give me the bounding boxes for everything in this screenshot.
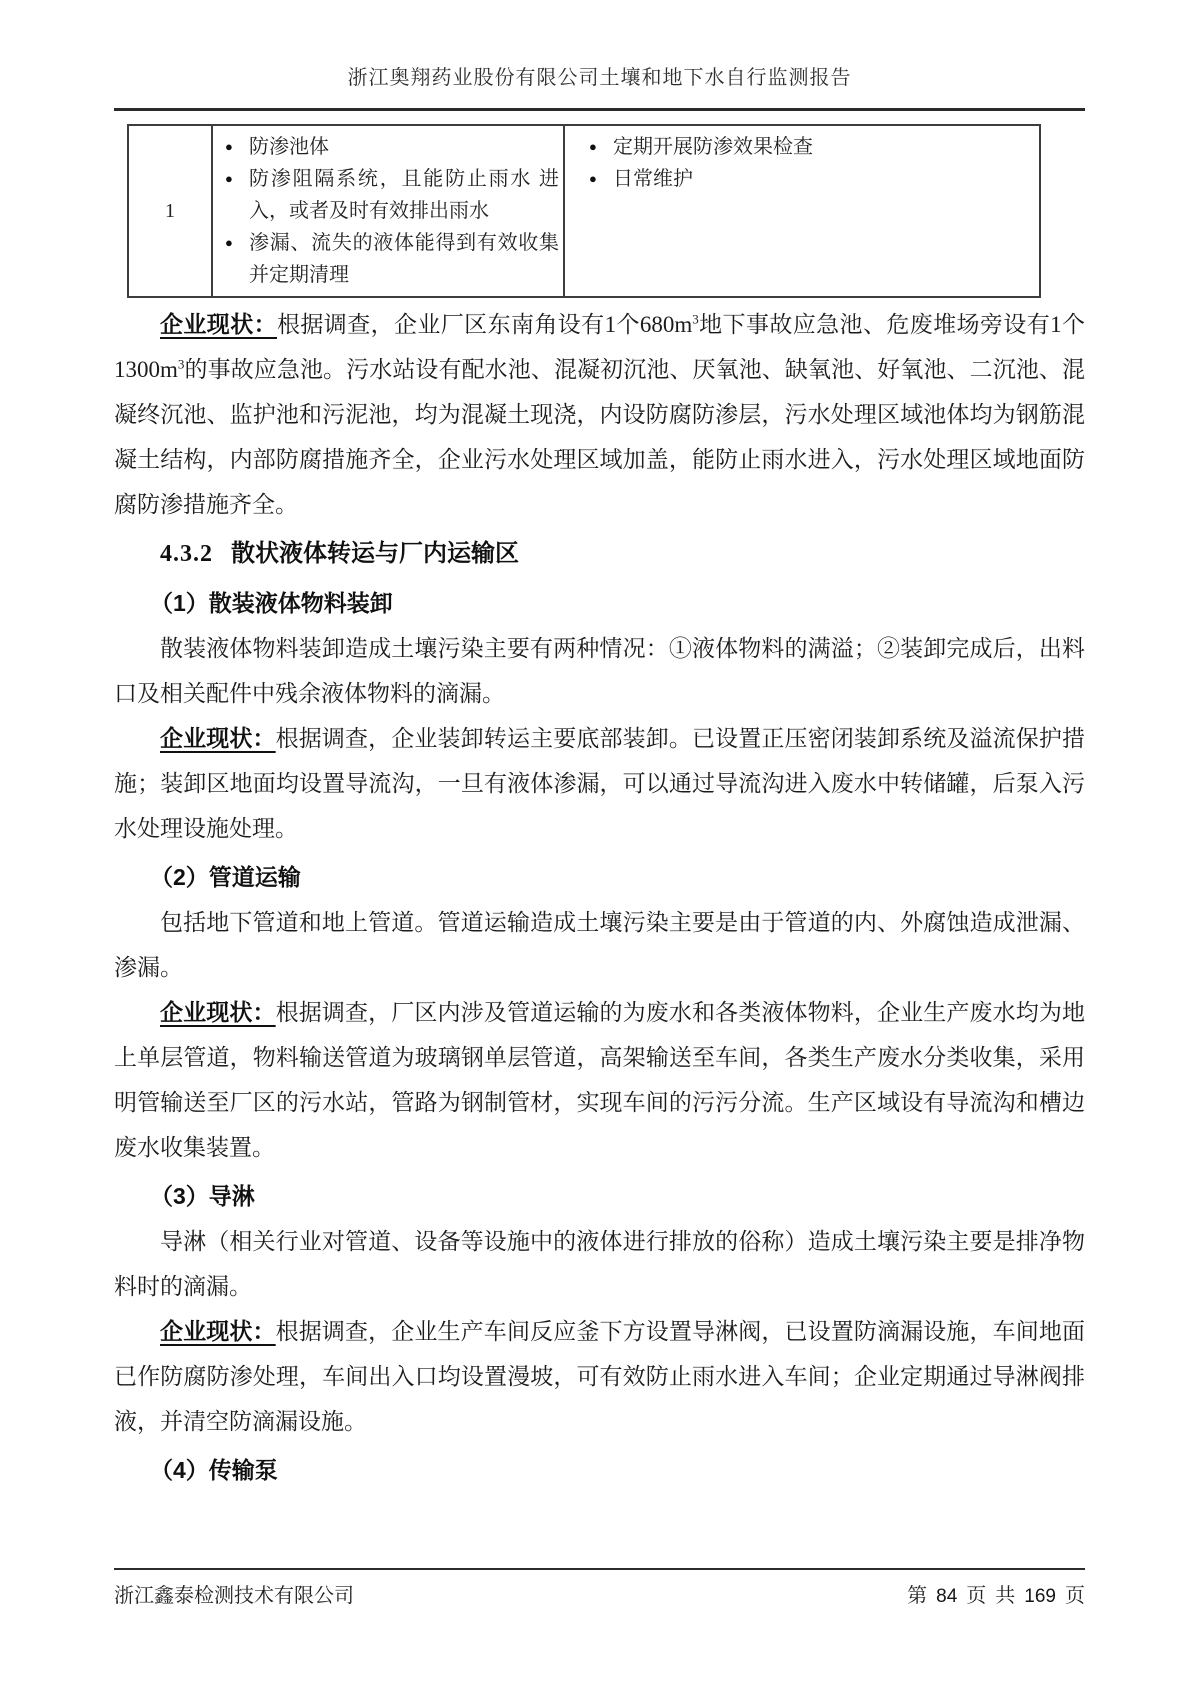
paragraph-text: 的事故应急池。污水站设有配水池、混凝初沉池、厌氧池、缺氧池、好氧池、二沉池、混凝终沉池、监护池和污泥池，均为混凝土现浇，内设防腐防渗层，污水处理区域池体均为钢筋混凝土结构，内部防腐措施齐全，企业污水处理区域加盖，能防止雨水进入，污水处理区域地面防腐防渗措施齐全。: [114, 357, 1085, 517]
list-item-text: 渗漏、流失的液体能得到有效收集并定期清理: [249, 232, 559, 286]
status-label: 企业现状：: [160, 999, 276, 1025]
paragraph-loading-unloading: 散装液体物料装卸造成土壤污染主要有两种情况：①液体物料的满溢；②装卸完成后，出料口及相关配件中残余液体物料的滴漏。: [114, 636, 1085, 706]
bullet-icon: ●: [589, 139, 597, 154]
heading-number: 4.3.2: [160, 541, 213, 567]
bullet-icon: ●: [589, 171, 597, 186]
list-item: [215, 227, 561, 291]
page-label: 第: [907, 1585, 928, 1607]
page-label: 共: [995, 1585, 1016, 1607]
paragraph-enterprise-status-2: [114, 716, 1085, 851]
list-item-text: 防渗阻隔系统，且能防止雨水 进入，或者及时有效排出雨水: [249, 168, 559, 222]
paragraph-enterprise-status-4: [114, 1309, 1085, 1444]
list-item-text: 定期开展防渗效果检查: [613, 136, 813, 158]
footer-page-info: [907, 1579, 1085, 1608]
list-item: [215, 131, 561, 163]
superscript: 3: [692, 311, 699, 327]
list-item: [579, 163, 1037, 195]
list-item-text: 日常维护: [613, 168, 693, 190]
page-total: 169: [1024, 1586, 1056, 1607]
subheading-4: （4）传输泵: [150, 1457, 278, 1483]
row-index-cell: 1: [128, 125, 212, 297]
heading-title: 散状液体转运与厂内运输区: [231, 540, 519, 567]
bullet-icon: ●: [225, 171, 233, 186]
document-body: [114, 302, 1085, 1493]
subheading-1: （1）散装液体物料装卸: [150, 590, 393, 616]
paragraph-text: 地下事故应急池、危废堆场旁设有1个1300m: [114, 312, 1086, 382]
paragraph-text: 根据调查，企业装卸转运主要底部装卸。已设置正压密闭装卸系统及溢流保护措施；装卸区地面均设置导流沟，一旦有液体渗漏，可以通过导流沟进入废水中转储罐，后泵入污水处理设施处理。: [114, 726, 1086, 841]
footer-company: 浙江鑫泰检测技术有限公司: [114, 1585, 354, 1607]
paragraph-enterprise-status-1: [114, 302, 1085, 527]
bullet-icon: ●: [225, 139, 233, 154]
paragraph-drain: 导淋（相关行业对管道、设备等设施中的液体进行排放的俗称）造成土壤污染主要是排净物料时的滴漏。: [114, 1229, 1085, 1299]
paragraph-text: 根据调查，企业厂区东南角设有1个680m: [277, 312, 693, 337]
paragraph-enterprise-status-3: [114, 990, 1085, 1170]
measures-cell: [212, 125, 564, 297]
header-rule: [114, 108, 1085, 111]
list-item-text: 防渗池体: [249, 136, 329, 158]
list-item: [215, 163, 561, 227]
superscript: 3: [177, 356, 185, 372]
subheading-3: （3）导淋: [150, 1183, 255, 1209]
paragraph-pipeline: 包括地下管道和地上管道。管道运输造成土壤污染主要是由于管道的内、外腐蚀造成泄漏、渗漏。: [114, 910, 1085, 980]
bullet-icon: ●: [225, 235, 233, 250]
page-footer: [114, 1568, 1085, 1608]
page-label: 页: [1065, 1585, 1085, 1607]
status-label: 企业现状：: [160, 311, 277, 337]
status-label: 企业现状：: [160, 725, 276, 751]
section-heading-4-3-2: [114, 531, 1085, 577]
paragraph-text: 根据调查，厂区内涉及管道运输的为废水和各类液体物料，企业生产废水均为地上单层管道，物料输送管道为玻璃钢单层管道，高架输送至车间，各类生产废水分类收集，采用明管输送至厂区的污水站，管路为钢制管材，实现车间的污污分流。生产区域设有导流沟和槽边废水收集装置。: [114, 1000, 1086, 1160]
list-item: [579, 131, 1037, 163]
subheading-2: （2）管道运输: [150, 864, 301, 890]
inspections-cell: [564, 125, 1040, 297]
page-label: 页: [966, 1585, 987, 1607]
paragraph-text: 根据调查，企业生产车间反应釜下方设置导淋阀，已设置防滴漏设施，车间地面已作防腐防渗处理，车间出入口均设置漫坡，可有效防止雨水进入车间；企业定期通过导淋阀排液，并清空防滴漏设施。: [114, 1319, 1086, 1434]
header-title: 浙江奥翔药业股份有限公司土壤和地下水自行监测报告: [347, 67, 852, 89]
compliance-table: [127, 124, 1041, 298]
page-current: 84: [936, 1586, 958, 1607]
table-row: [128, 125, 1040, 297]
status-label: 企业现状：: [160, 1318, 276, 1344]
